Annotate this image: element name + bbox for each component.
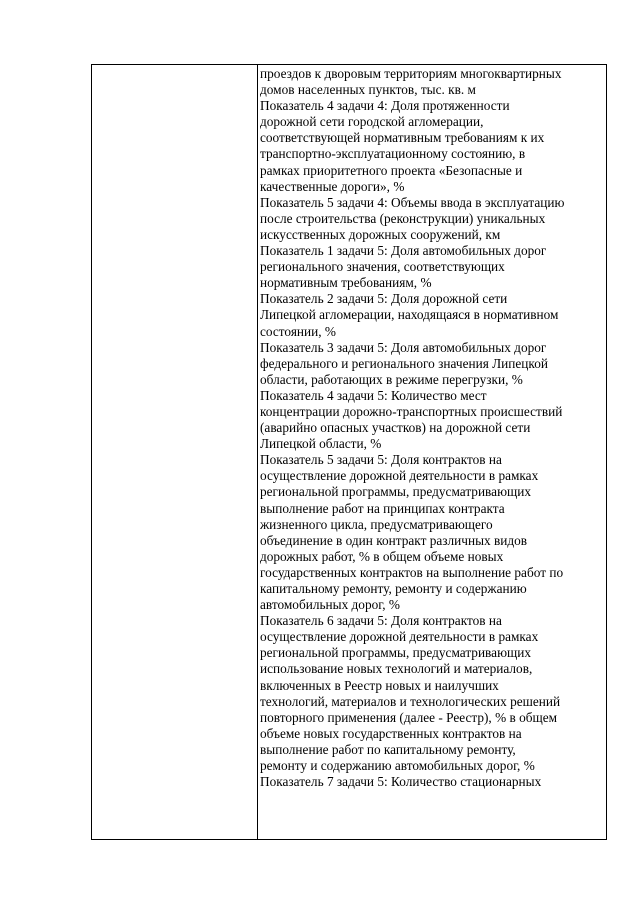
text-line: капитальному ремонту, ремонту и содержанию [260,581,527,596]
text-line: нормативным требованиям, % [260,275,432,291]
text-line: (аварийно опасных участков) на дорожной сети [260,420,531,436]
text-line: осуществление дорожной деятельности в рамках [260,629,539,645]
text-line: рамках приоритетного проекта «Безопасные и [260,162,523,178]
text-line: жизненного цикла, предусматривающего [260,516,493,532]
text-line: концентрации дорожно-транспортных происшествий [260,403,563,419]
text-line: автомобильных дорог, % [260,597,400,613]
text-line: регионального значения, соответствующих [260,259,505,275]
text-line: Показатель 4 задачи 4: Доля протяженности [260,98,510,114]
text-line: повторного применения (далее - Реестр), % в общем [260,709,558,725]
text-line: объединение в один контракт различных видов [260,532,528,548]
text-line: соответствующей нормативным требованиям к их [260,130,545,146]
text-line: выполнение работ по капитальному ремонту, [260,741,516,757]
text-line: Показатель 1 задачи 5: Доля автомобильных дорог [260,243,547,259]
text-line: технологий, материалов и технологических решений [260,693,561,709]
text-line: проездов к дворовым территориям многоквартирных [260,66,562,81]
text-line: Липецкой агломерации, находящаяся в нормативном [260,307,559,323]
text-line: Показатель 2 задачи 5: Доля дорожной сети [260,291,508,307]
text-line: Показатель 6 задачи 5: Доля контрактов на [260,613,502,629]
document-table [91,64,607,840]
text-line: Показатель 4 задачи 5: Количество мест [260,387,487,403]
text-line: Липецкой области, % [260,436,382,452]
text-line: области, работающих в режиме перегрузки, % [260,371,523,387]
text-line: региональной программы, предусматривающих [260,484,532,500]
text-line: транспортно-эксплуатационному состоянию, в [260,146,526,162]
text-line: дорожных работ, % в общем объеме новых [260,548,504,564]
text-line: домов населенных пунктов, тыс. кв. м [260,82,476,98]
text-line: Показатель 5 задачи 5: Доля контрактов на [260,452,502,468]
text-line: Показатель 5 задачи 4: Объемы ввода в эксплуатацию [260,194,565,210]
text-line: региональной программы, предусматривающих [260,645,532,661]
text-line: выполнение работ на принципах контракта [260,500,505,516]
table-cell-right [258,65,606,839]
text-line: Показатель 7 задачи 5: Количество стационарных [260,774,542,790]
text-line: федерального и регионального значения Липецкой [260,355,548,371]
text-line: Показатель 3 задачи 5: Доля автомобильных дорог [260,339,547,355]
table-cell-left [92,65,258,839]
text-line: состоянии, % [260,323,337,339]
text-line: включенных в Реестр новых и наилучших [260,677,499,693]
text-line: государственных контрактов на выполнение работ по [260,564,564,580]
text-line: после строительства (реконструкции) уникальных [260,210,546,226]
text-line: ремонту и содержанию автомобильных дорог, % [260,758,535,774]
text-line: объеме новых государственных контрактов на [260,725,522,741]
text-line: осуществление дорожной деятельности в рамках [260,468,539,484]
text-line: искусственных дорожных сооружений, км [260,226,501,242]
text-line: использование новых технологий и материалов, [260,661,533,677]
text-line: дорожной сети городской агломерации, [260,114,484,130]
text-line: качественные дороги», % [260,178,405,194]
